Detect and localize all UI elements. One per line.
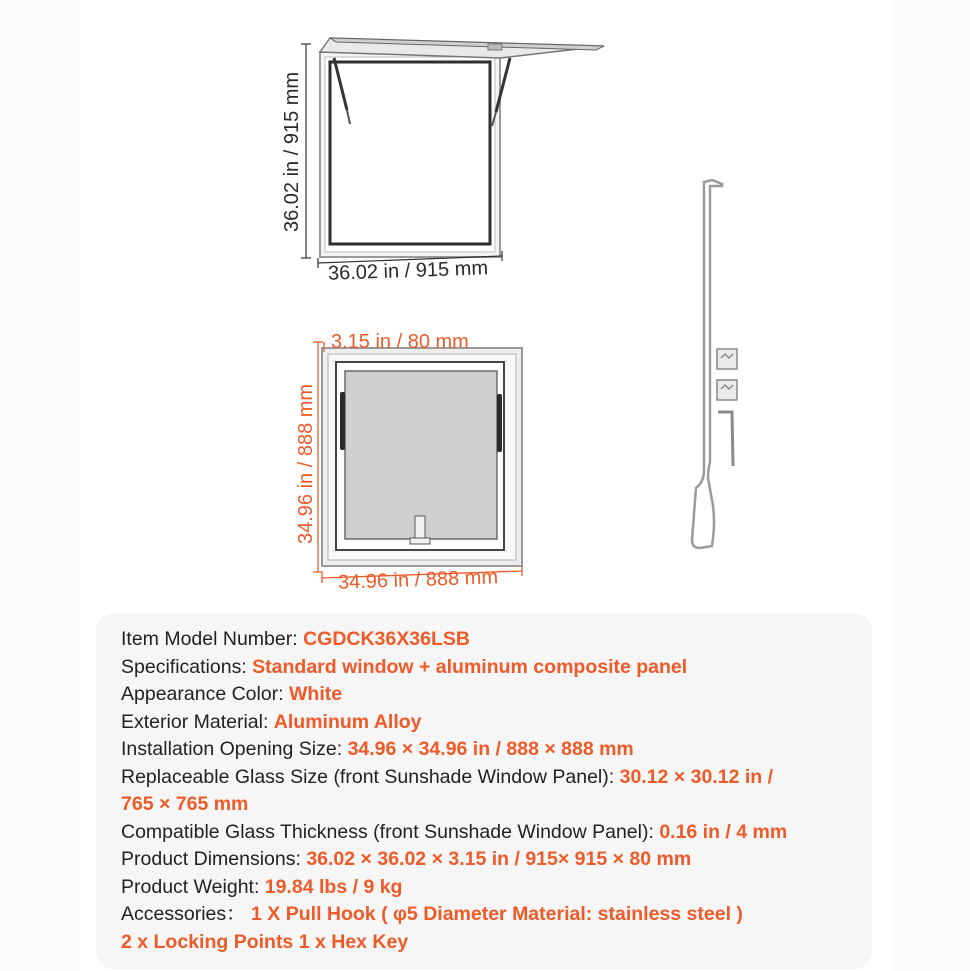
spec-accessories: Accessories： 1 X Pull Hook ( φ5 Diameter Material: stainless steel ) (121, 903, 743, 925)
spec-accessories-cont: 2 x Locking Points 1 x Hex Key (121, 930, 409, 953)
spec-specifications: Specifications: Standard window + aluminum composite panel (121, 655, 688, 678)
spec-weight: Product Weight: 19.84 lbs / 9 kg (121, 875, 403, 898)
front-width-label: 34.96 in / 888 mm (337, 566, 499, 594)
front-depth-label: 3.15 in / 80 mm (331, 331, 469, 353)
top-width-label: 36.02 in / 915 mm (327, 257, 489, 285)
spec-glass-size-cont: 765 × 765 mm (121, 793, 249, 815)
hex-key-illustration (718, 412, 733, 466)
spec-material: Exterior Material: Aluminum Alloy (121, 710, 422, 733)
locking-point-illustration (717, 349, 737, 369)
spec-dimensions: Product Dimensions: 36.02 × 36.02 × 3.15 in / 915× 915 × 80 mm (121, 848, 692, 870)
locking-point-illustration-2 (717, 380, 737, 400)
window-front-illustration (313, 342, 522, 583)
spec-color: Appearance Color: White (121, 683, 343, 705)
spec-opening-size: Installation Opening Size: 34.96 × 34.96 in / 888 × 888 mm (121, 738, 634, 760)
spec-glass-size: Replaceable Glass Size (front Sunshade Window Panel): 30.12 × 30.12 in / (121, 765, 773, 788)
spec-model: Item Model Number: CGDCK36X36LSB (121, 628, 470, 650)
top-height-label: 36.02 in / 915 mm (281, 71, 303, 232)
front-height-label: 34.96 in / 888 mm (295, 383, 317, 544)
spec-glass-thickness: Compatible Glass Thickness (front Sunshade Window Panel): 0.16 in / 4 mm (121, 820, 788, 843)
awning-window-open-illustration (301, 38, 604, 268)
specifications-list (121, 626, 861, 956)
